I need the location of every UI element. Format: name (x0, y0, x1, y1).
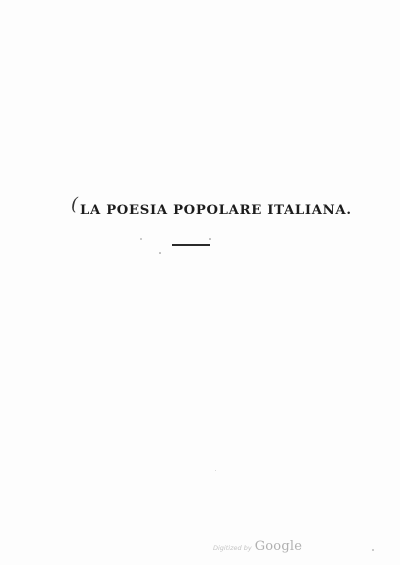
paper-speck (372, 549, 374, 551)
digitization-watermark (213, 539, 302, 554)
paper-speck (209, 238, 211, 240)
margin-mark: ( (71, 194, 79, 215)
title-rule (172, 244, 210, 246)
paper-speck (159, 252, 161, 254)
paper-speck (215, 470, 216, 471)
page-title: LA POESIA POPOLARE ITALIANA. (80, 203, 352, 218)
watermark-prefix: Digitized by (213, 544, 252, 552)
paper-speck (140, 238, 142, 240)
watermark-brand: Google (254, 539, 303, 554)
